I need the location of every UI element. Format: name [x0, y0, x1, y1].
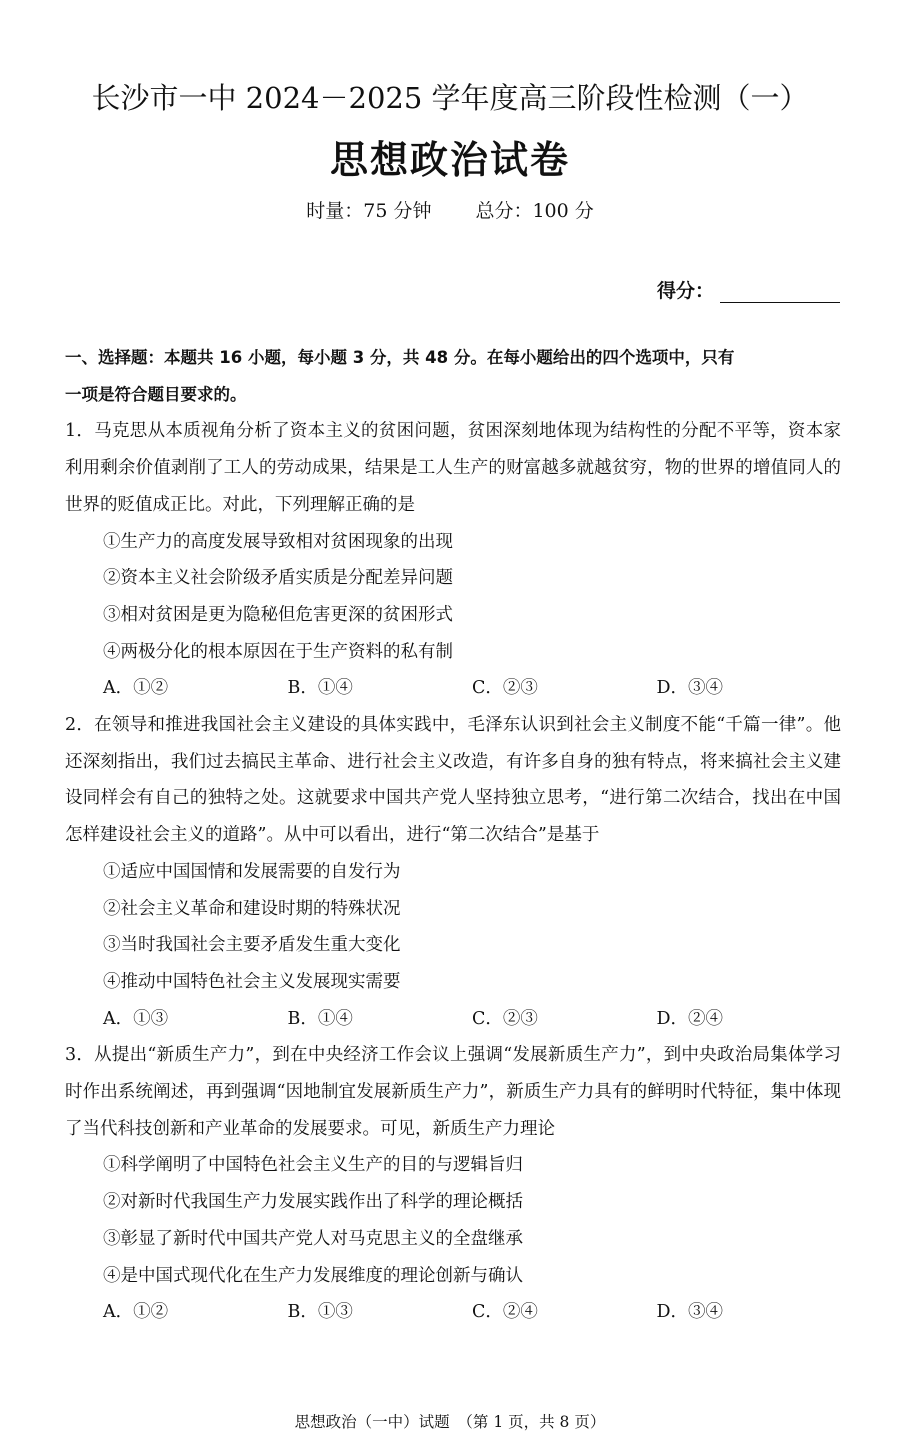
choice-c: C．②④	[472, 1302, 538, 1323]
question-stem: 1．马克思从本质视角分析了资本主义的贫困问题，贫困深刻地体现为结构性的分配不平等，资本家利用剩余价值剥削了工人的劳动成果，结果是工人生产的财富越多就越贫穷，物的世界的增值同人的世界的贬值成正比。对此，下列理解正确的是	[65, 421, 841, 515]
statement-option: ③相对贫困是更为隐秘但危害更深的贫困形式	[103, 604, 453, 625]
instructions-line-1: 一、选择题：本题共 16 小题，每小题 3 分，共 48 分。在每小题给出的四个选项中，只有	[65, 348, 735, 367]
question-1	[65, 413, 841, 707]
statement-option: ②资本主义社会阶级矛盾实质是分配差异问题	[103, 568, 453, 589]
question-2	[65, 707, 841, 1037]
statement-option: ①科学阐明了中国特色社会主义生产的目的与逻辑旨归	[103, 1155, 523, 1176]
choice-a: A．①③	[103, 1008, 169, 1029]
subject-title: 思想政治试卷	[329, 138, 570, 182]
instructions-line-2: 一项是符合题目要求的。	[65, 384, 247, 404]
exam-title: 长沙市一中 2024－2025 学年度高三阶段性检测（一）	[91, 81, 809, 115]
question-stem: 3．从提出“新质生产力”，到在中央经济工作会议上强调“发展新质生产力”，到中央政治局集体学习时作出系统阐述，再到强调“因地制宜发展新质生产力”，新质生产力具有的鲜明时代特征，集中体现了当代科技创新和产业革命的发展要求。可见，新质生产力理论	[65, 1045, 841, 1139]
question-3	[65, 1037, 841, 1331]
statement-option: ②对新时代我国生产力发展实践作出了科学的理论概括	[103, 1192, 523, 1213]
total-score: 总分：100 分	[475, 200, 594, 222]
statement-option: ②社会主义革命和建设时期的特殊状况	[103, 898, 401, 919]
statement-option: ④推动中国特色社会主义发展现实需要	[103, 971, 401, 992]
statement-option: ④是中国式现代化在生产力发展维度的理论创新与确认	[103, 1265, 523, 1286]
choice-d: D．②④	[656, 1008, 724, 1029]
questions-area	[65, 340, 841, 1331]
exam-meta	[0, 196, 900, 223]
choice-b: B．①④	[287, 1008, 353, 1029]
score-field	[657, 276, 840, 303]
section-instructions	[65, 340, 841, 413]
statement-option: ③彰显了新时代中国共产党人对马克思主义的全盘继承	[103, 1228, 523, 1249]
question-stem: 2．在领导和推进我国社会主义建设的具体实践中，毛泽东认识到社会主义制度不能“千篇一律”。他还深刻指出，我们过去搞民主革命、进行社会主义改造，有许多自身的独有特点，将来搞社会主义建设同样会有自己的独特之处。这就要求中国共产党人坚持独立思考，“进行第二次结合，找出在中国怎样建设社会主义的道路”。从中可以看出，进行“第二次结合”是基于	[65, 715, 841, 846]
answer-choices	[65, 1001, 841, 1038]
choice-d: D．③④	[656, 1302, 724, 1323]
statement-option: ①生产力的高度发展导致相对贫困现象的出现	[103, 531, 453, 552]
choice-c: C．②③	[472, 678, 538, 699]
choice-d: D．③④	[656, 678, 724, 699]
choice-c: C．②③	[472, 1008, 538, 1029]
time-limit: 时量：75 分钟	[306, 200, 432, 222]
choice-a: A．①②	[103, 678, 169, 699]
page-footer: 思想政治（一中）试题 （第 1 页，共 8 页）	[294, 1413, 606, 1431]
statement-option: ④两极分化的根本原因在于生产资料的私有制	[103, 641, 453, 662]
choice-a: A．①②	[103, 1302, 169, 1323]
choice-b: B．①④	[287, 678, 353, 699]
answer-choices	[65, 1294, 841, 1331]
score-label: 得分：	[656, 280, 714, 302]
statement-option: ③当时我国社会主要矛盾发生重大变化	[103, 935, 401, 956]
score-blank[interactable]	[720, 282, 840, 303]
answer-choices	[65, 670, 841, 707]
choice-b: B．①③	[287, 1302, 353, 1323]
statement-option: ①适应中国国情和发展需要的自发行为	[103, 861, 401, 882]
